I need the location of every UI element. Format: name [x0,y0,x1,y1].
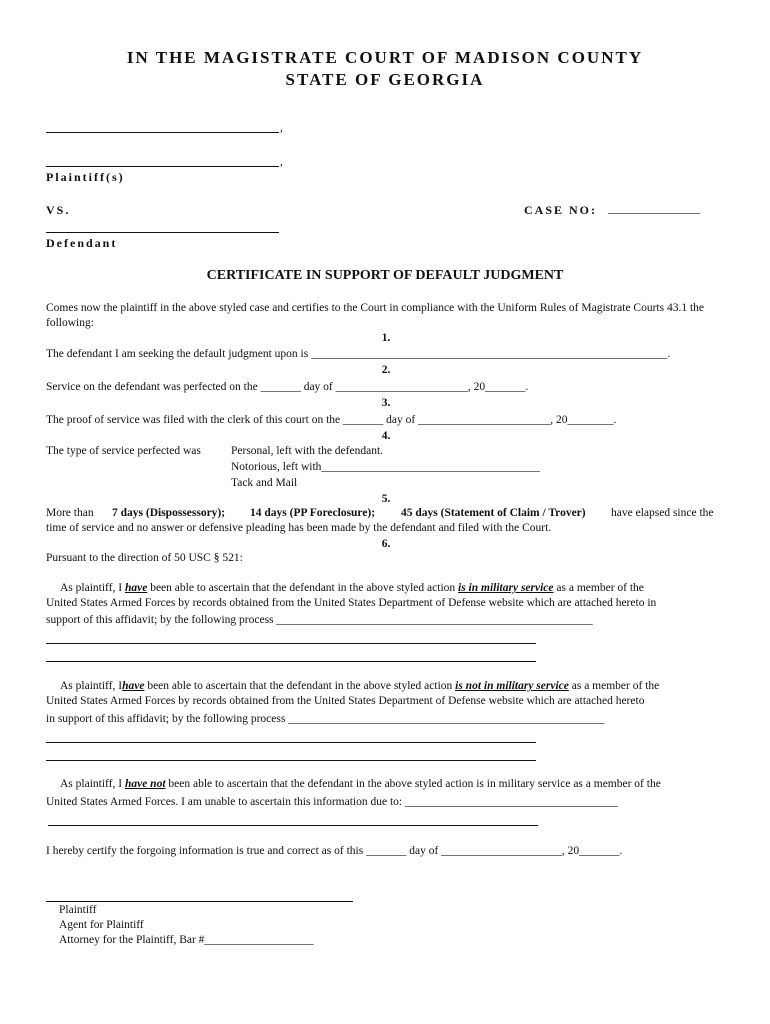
military-p2-a: As plaintiff, I [60,680,123,692]
signer-option-attorney[interactable]: Attorney for the Plaintiff, Bar #___________________ [59,934,314,946]
case-no-field[interactable]: ________________ [608,203,700,215]
military-p3-have-not: have not [124,778,166,790]
military-p1-c: as a member of the [556,582,644,594]
military-p1-blank-1[interactable] [46,643,536,644]
military-p1-b: been able to ascertain that the defendant in the above styled action [150,582,456,594]
item-2-text: Service on the defendant was perfected on the _______ day of _______________________, 20_______. [46,381,529,393]
item-3-text: The proof of service was filed with the clerk of this court on the _______ day of _______________________, 20________. [46,414,617,426]
item-number-5: 5. [381,493,391,505]
court-heading: IN THE MAGISTRATE COURT OF MADISON COUNTY [126,48,644,67]
military-p3-blank[interactable] [48,825,538,826]
defendant-label: Defendant [46,236,118,250]
service-option-personal[interactable]: Personal, left with the defendant. [231,445,384,457]
option-45-days[interactable]: 45 days (Statement of Claim / Trover) [401,507,586,519]
military-p3-line-1 [60,778,661,790]
military-p1-line-1 [60,582,644,594]
plaintiff-comma-2: , [280,156,283,168]
military-p2-have: have [122,680,145,692]
military-p2-line-1 [60,680,659,692]
plaintiff-comma-1: , [280,122,283,134]
military-p2-c: as a member of the [571,680,660,692]
military-p1-line-2: United States Armed Forces by records obtained from the United States Department of Defense website which are attached hereto in [46,597,657,609]
intro-paragraph: Comes now the plaintiff in the above styled case and certifies to the Court in compliance with the Uniform Rules of Magistrate Courts 43.1 the following: [46,302,705,329]
military-p2-blank-1[interactable] [46,742,536,743]
military-p1-a: As plaintiff, I [60,582,123,594]
item-number-1: 1. [381,332,391,344]
option-14-days[interactable]: 14 days (PP Foreclosure); [250,507,376,519]
military-p2-blank-2[interactable] [46,760,536,761]
military-p2-line-2: United States Armed Forces by records obtained from the United States Department of Defense website which are attached hereto [46,695,645,707]
case-no-label: CASE NO: [524,203,598,217]
military-p2-line-3: in support of this affidavit; by the following process _______________________________________________________ [46,713,605,725]
military-p3-a: As plaintiff, I [60,778,123,790]
item-5-line-2: time of service and no answer or defensive pleading has been made by the defendant and filed with the Court. [46,522,552,534]
certification-text: I hereby certify the forgoing information is true and correct as of this _______ day of _____________________, 20_______. [46,845,623,857]
military-p1-line-3: support of this affidavit; by the following process _______________________________________________________ [46,614,593,626]
signature-line[interactable] [46,901,353,902]
state-heading: STATE OF GEORGIA [285,70,485,89]
signer-option-plaintiff[interactable]: Plaintiff [59,904,97,916]
item-number-4: 4. [381,430,391,442]
defendant-line[interactable] [46,232,279,233]
military-p2-status: is not in military service [455,680,569,692]
item-6-text: Pursuant to the direction of 50 USC § 521: [46,552,243,564]
military-p3-line-2: United States Armed Forces. I am unable to ascertain this information due to: _____________________________________ [46,796,618,808]
military-p1-blank-2[interactable] [46,661,536,662]
item-number-2: 2. [381,364,391,376]
item-1-text: The defendant I am seeking the default judgment upon is ______________________________________________________________. [46,348,671,360]
item-5-suffix: have elapsed since the [611,507,714,519]
item-number-6: 6. [381,538,391,550]
plaintiff-line-2[interactable] [46,166,279,167]
vs-label: VS. [46,203,71,217]
item-5-prefix: More than [46,507,94,519]
military-p2-b: been able to ascertain that the defendant in the above styled action [147,680,453,692]
military-p1-have: have [124,582,148,594]
option-7-days[interactable]: 7 days (Dispossessory); [112,507,226,519]
plaintiff-label: Plaintiff(s) [46,170,125,184]
military-p3-b: been able to ascertain that the defendant in the above styled action is in military service as a member of the [168,778,661,790]
item-number-3: 3. [381,397,391,409]
signer-option-agent[interactable]: Agent for Plaintiff [59,919,144,931]
plaintiff-line-1[interactable] [46,132,279,133]
service-option-tack-mail[interactable]: Tack and Mail [231,477,298,489]
service-option-notorious[interactable]: Notorious, left with______________________________________ [231,461,540,473]
military-p1-status: is in military service [458,582,554,594]
item-4-label: The type of service perfected was [46,445,201,457]
document-title: CERTIFICATE IN SUPPORT OF DEFAULT JUDGMENT [206,268,564,283]
